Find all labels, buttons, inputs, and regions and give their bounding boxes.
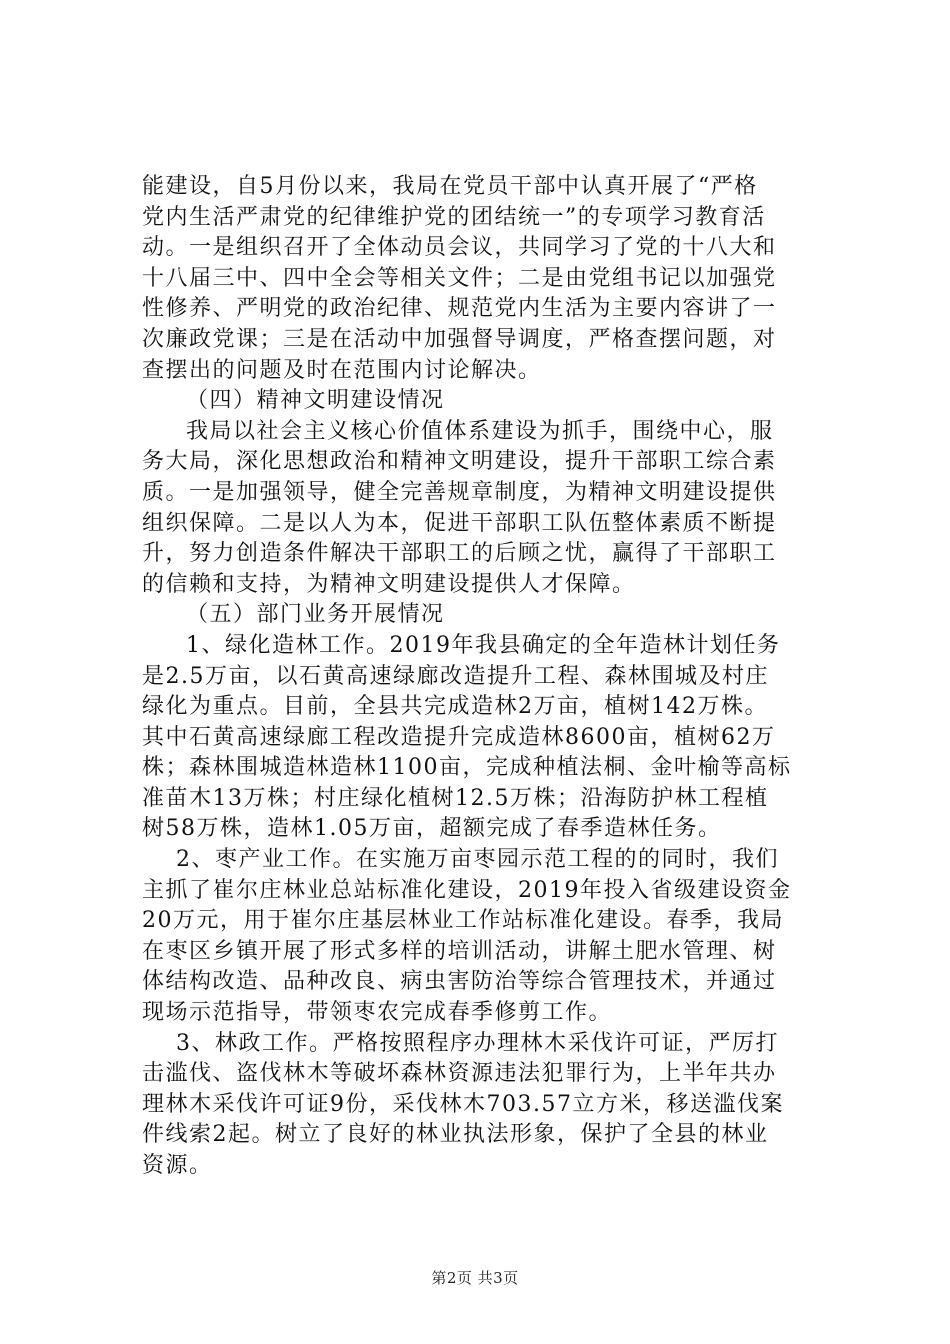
text-line: 升，努力创造条件解决干部职工的后顾之忧，赢得了干部职工 [142, 541, 777, 567]
text-line: 质。一是加强领导，健全完善规章制度，为精神文明建设提供 [142, 479, 777, 505]
text-line: 树58万株，造林1.05万亩，超额完成了春季造林任务。 [142, 816, 722, 842]
text-line: 能建设，自5月份以来，我局在党员干部中认真开展了“严格 [142, 174, 758, 199]
text-line: 20万元，用于崔尔庄基层林业工作站标准化建设。春季，我局 [142, 908, 784, 934]
text-line: 件线索2起。树立了良好的林业执法形象，保护了全县的林业 [142, 1122, 769, 1148]
text-line: 的信赖和支持，为精神文明建设提供人才保障。 [142, 571, 636, 597]
text-line: 理林木采伐许可证9份，采伐林木703.57立方米，移送滥伐案 [142, 1091, 784, 1117]
text-line: 我局以社会主义核心价值体系建设为抓手，围绕中心，服 [186, 418, 774, 444]
text-line: 是2.5万亩，以石黄高速绿廊改造提升工程、森林围城及村庄 [142, 663, 769, 689]
text-line: 性修养、严明党的政治纪律、规范党内生活为主要内容讲了一 [142, 296, 777, 322]
text-line: 2、枣产业工作。在实施万亩枣园示范工程的的同时，我们 [176, 847, 779, 873]
text-line: 其中石黄高速绿廊工程改造提升完成造林8600亩，植树62万 [142, 724, 776, 750]
text-line: 资源。 [142, 1153, 213, 1178]
text-line: 在枣区乡镇开展了形式多样的培训活动，讲解土肥水管理、树 [142, 938, 777, 964]
section-heading: （五）部门业务开展情况 [186, 602, 445, 628]
body-text [142, 172, 822, 1182]
text-line: 主抓了崔尔庄林业总站标准化建设，2019年投入省级建设资金 [142, 877, 792, 903]
text-line: 查摆出的问题及时在范围内讨论解决。 [142, 357, 542, 383]
text-line: 现场示范指导，带领枣农完成春季修剪工作。 [142, 1000, 613, 1026]
text-line: 务大局，深化思想政治和精神文明建设，提升干部职工综合素 [142, 449, 777, 475]
text-line: 绿化为重点。目前，全县共完成造林2万亩，植树142万株。 [142, 694, 768, 720]
text-line: 击滥伐、盗伐林木等破坏森林资源违法犯罪行为，上半年共办 [142, 1061, 777, 1087]
text-line: 体结构改造、品种改良、病虫害防治等综合管理技术，并通过 [142, 969, 777, 995]
text-line: 十八届三中、四中全会等相关文件；二是由党组书记以加强党 [142, 265, 777, 291]
text-line: 组织保障。二是以人为本，促进干部职工队伍整体素质不断提 [142, 510, 777, 536]
section-heading: （四）精神文明建设情况 [186, 388, 445, 414]
text-line: 株；森林围城造林造林1100亩，完成种植法桐、金叶榆等高标 [142, 755, 792, 781]
text-line: 1、绿化造林工作。2019年我县确定的全年造林计划任务 [186, 632, 781, 658]
text-line: 党内生活严肃党的纪律维护党的团结统一”的专项学习教育活 [142, 204, 766, 230]
page-footer: 第2页 共3页 [431, 1269, 519, 1287]
text-line: 准苗木13万株；村庄绿化植树12.5万株；沿海防护林工程植 [142, 785, 769, 811]
text-line: 动。一是组织召开了全体动员会议，共同学习了党的十八大和 [142, 235, 777, 261]
text-line: 3、林政工作。严格按照程序办理林木采伐许可证，严厉打 [176, 1030, 779, 1056]
text-line: 次廉政党课；三是在活动中加强督导调度，严格查摆问题，对 [142, 326, 777, 352]
